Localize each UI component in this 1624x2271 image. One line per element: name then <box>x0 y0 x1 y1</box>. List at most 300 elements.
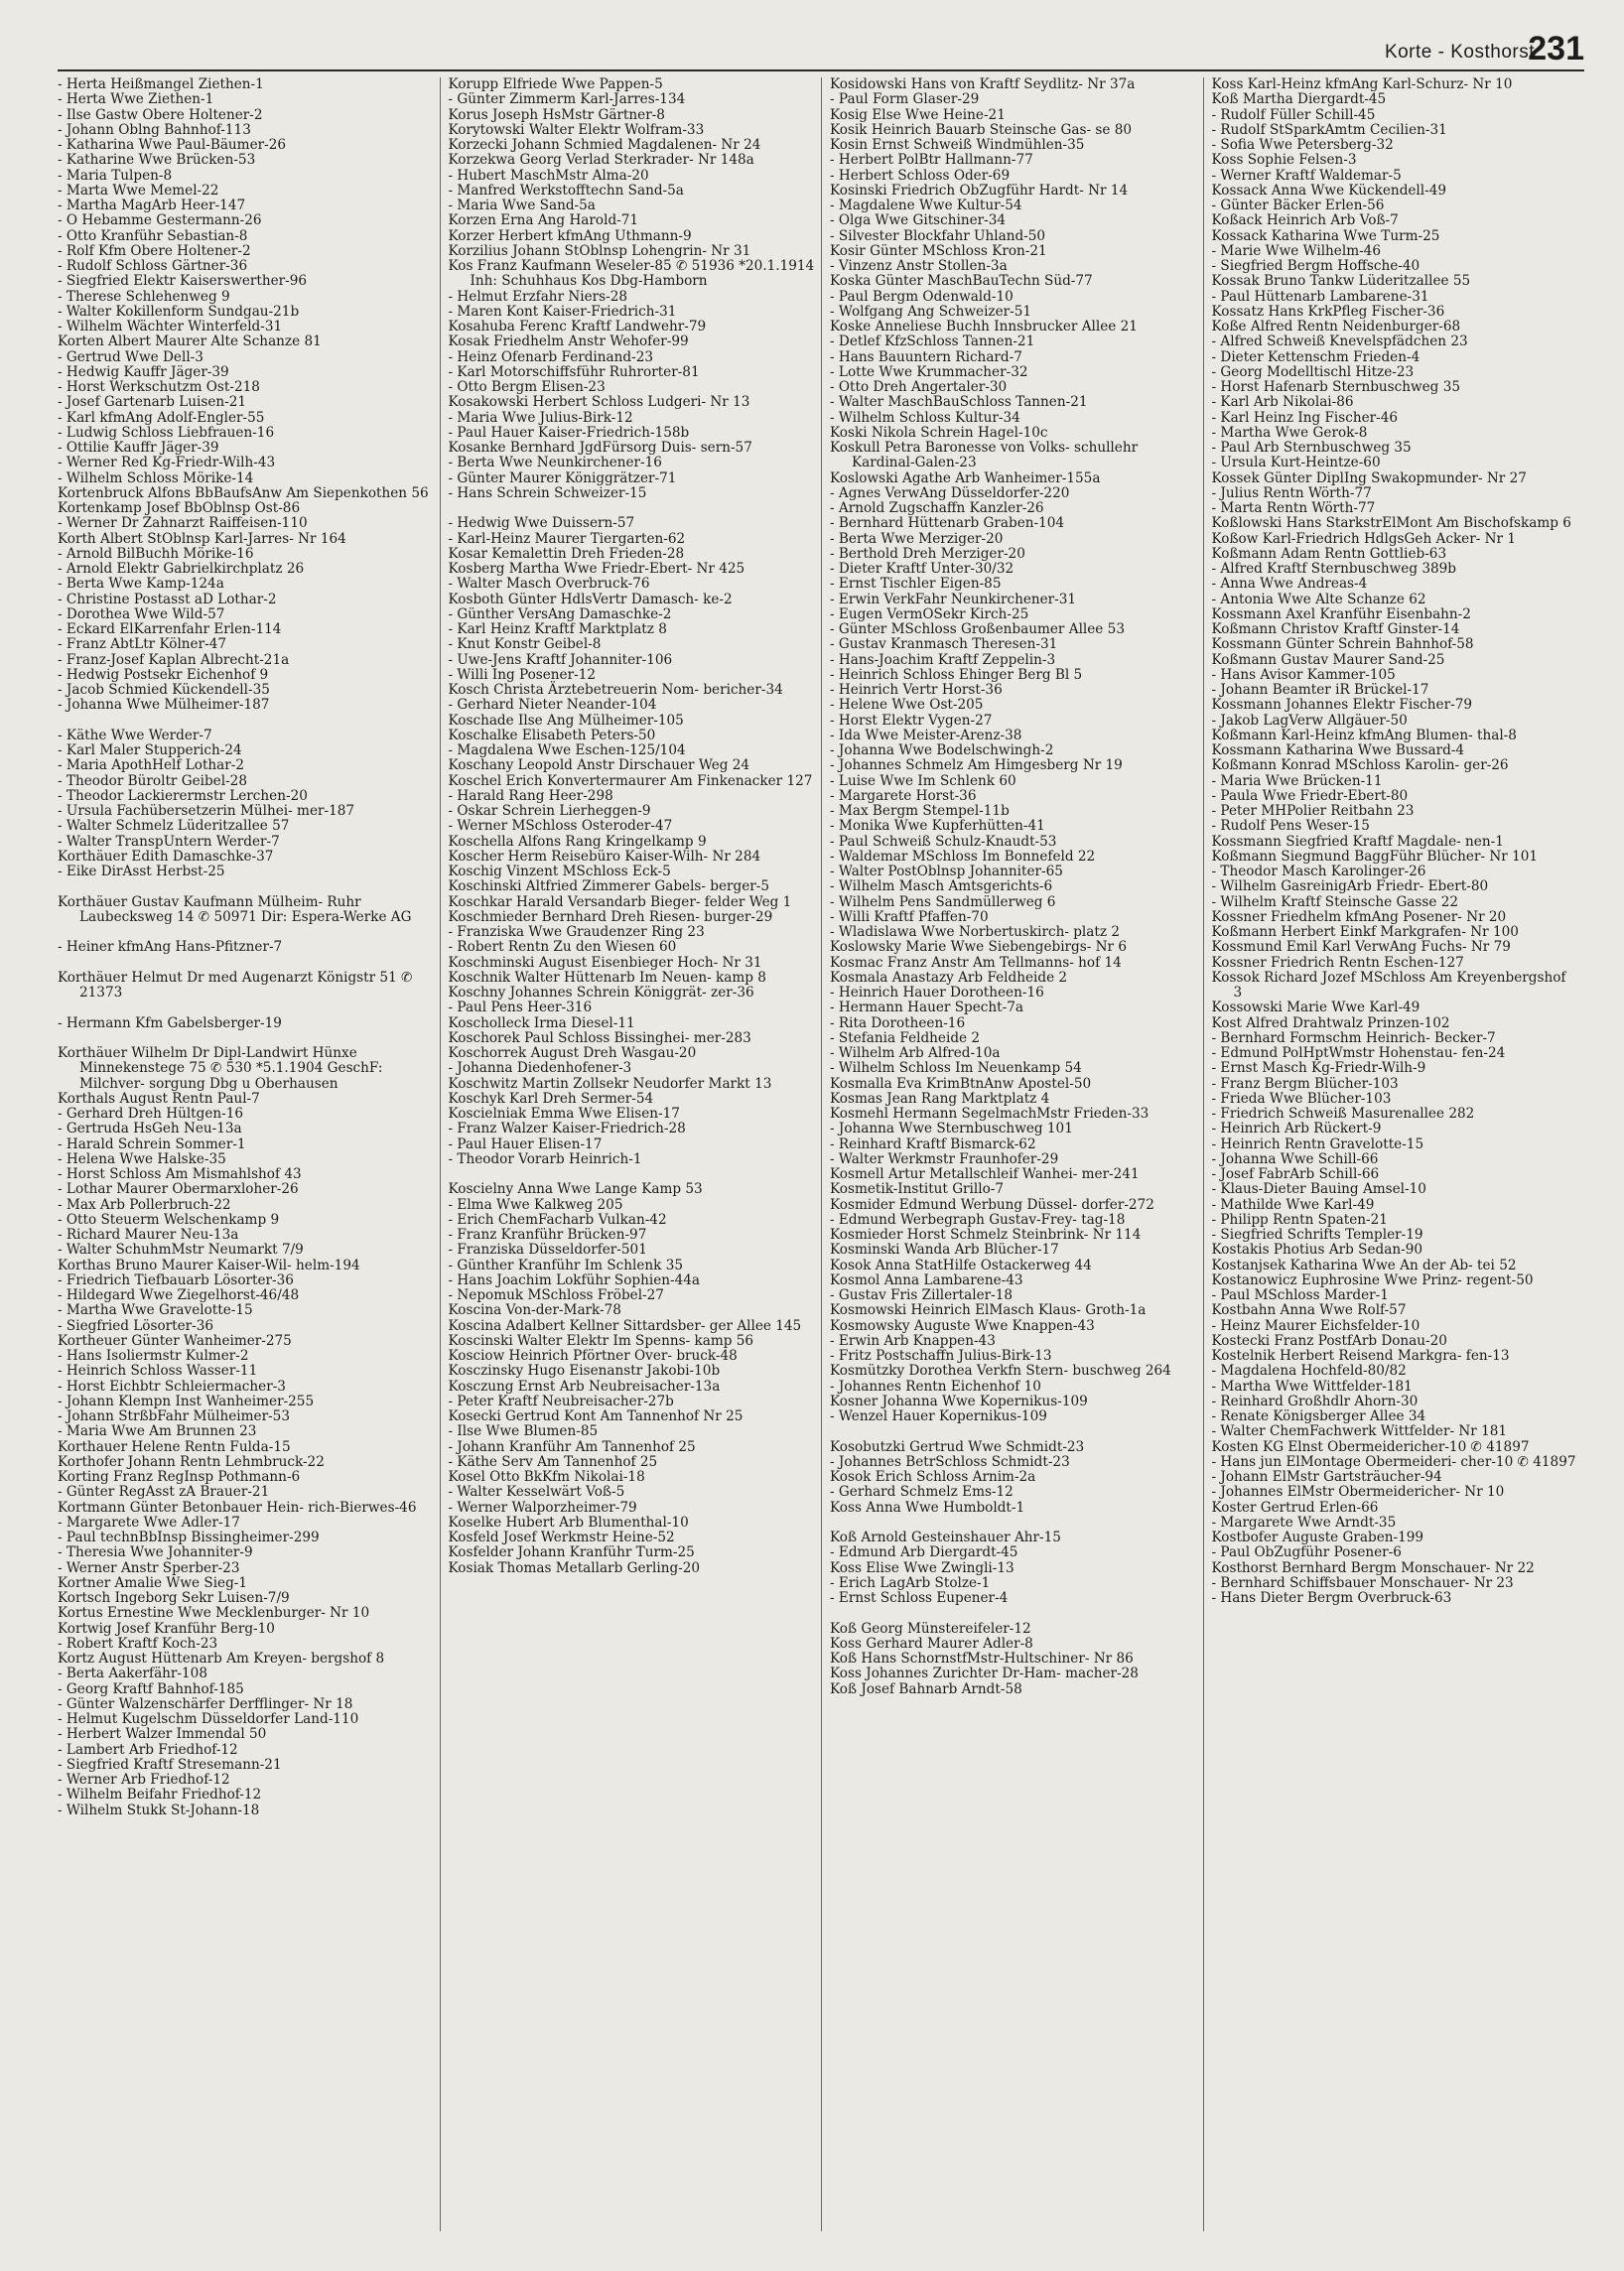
directory-entry: Kosminski Wanda Arb Blücher-17 <box>830 1242 1059 1259</box>
directory-entry: - Heinrich Hauer Dorotheen-16 <box>830 985 1044 1001</box>
directory-entry: - Max Arb Pollerbruch-22 <box>58 1196 231 1213</box>
directory-entry: - Franz Bergm Blücher-103 <box>1211 1075 1399 1092</box>
directory-entry: - Siegfried Schrifts Templer-19 <box>1211 1227 1423 1243</box>
directory-entry: Kosmider Edmund Werbung Düssel- dorfer-272 <box>830 1196 1154 1213</box>
directory-entry: - Richard Maurer Neu-13a <box>58 1227 239 1243</box>
directory-entry: Korthäuer Wilhelm Dr Dipl-Landwirt Hünxe Minnekenstege 75 ✆ 530 *5.1.1904 GeschF: Milchver- sorgung Dbg u Oberhausen <box>58 1045 383 1092</box>
directory-entry: - Rudolf StSparkAmtm Cecilien-31 <box>1211 121 1447 138</box>
directory-entry: - Ursula Kurt-Heintze-60 <box>1211 455 1381 471</box>
directory-entry: Koschany Leopold Anstr Dirschauer Weg 24 <box>448 757 750 774</box>
directory-entry: - Gustav Fris Zillertaler-18 <box>830 1287 1014 1303</box>
directory-entry: - Karl kfmAng Adolf-Engler-55 <box>58 409 265 426</box>
directory-entry: Koscher Herm Reisebüro Kaiser-Wilh- Nr 284 <box>448 848 761 865</box>
directory-entry: - Johanna Wwe Mülheimer-187 <box>58 697 270 714</box>
directory-entry: - Johann Kranführ Am Tannenhof 25 <box>448 1438 696 1455</box>
directory-entry: Koschminski August Eisenbieger Hoch- Nr 31 <box>448 954 762 971</box>
directory-entry: - Karl Heinz Ing Fischer-46 <box>1211 409 1399 426</box>
directory-entry: Kostbofer Auguste Graben-199 <box>1211 1530 1424 1545</box>
directory-entry: Kossatz Hans KrkPfleg Fischer-36 <box>1211 303 1445 320</box>
directory-entry: - Dieter Kraftf Unter-30/32 <box>830 561 1015 577</box>
directory-entry: - Olga Wwe Gitschiner-34 <box>830 212 1007 229</box>
directory-entry: - Gerhard Nieter Neander-104 <box>448 697 657 714</box>
directory-entry: - Fritz Postschaffn Julius-Birk-13 <box>830 1348 1052 1364</box>
directory-entry: - Horst Hafenarb Sternbuschweg 35 <box>1211 379 1461 395</box>
directory-entry: Kosig Else Wwe Heine-21 <box>830 106 1006 123</box>
directory-entry: - Theodor Büroltr Geibel-28 <box>58 772 247 789</box>
directory-entry: - Georg Kraftf Bahnhof-185 <box>58 1680 244 1697</box>
directory-entry: - Erich LagArb Stolze-1 <box>830 1574 991 1591</box>
directory-entry: - Johannes ElMstr Obermeidericher- Nr 10 <box>1211 1484 1505 1501</box>
directory-entry: - Walter Kokillenform Sundgau-21b <box>58 303 300 320</box>
directory-entry: - Anna Wwe Andreas-4 <box>1211 576 1368 593</box>
directory-entry: - Hermann Kfm Gabelsberger-19 <box>58 1014 282 1031</box>
directory-entry: Kortmann Günter Betonbauer Hein- rich-Bierwes-46 <box>58 1499 417 1516</box>
directory-entry: - Otto Steuerm Welschenkamp 9 <box>58 1211 280 1228</box>
directory-entry: Kosboth Günter HdlsVertr Damasch- ke-2 <box>448 591 733 607</box>
directory-entry: - Magdalena Hochfeld-80/82 <box>1211 1363 1407 1380</box>
directory-entry: Kostecki Franz PostfArb Donau-20 <box>1211 1332 1447 1349</box>
directory-entry: Koß Josef Bahnarb Arndt-58 <box>830 1680 1022 1697</box>
directory-entry <box>58 714 434 729</box>
directory-entry: Kosmieder Horst Schmelz Steinbrink- Nr 114 <box>830 1227 1142 1243</box>
directory-entry: Koschella Alfons Rang Kringelkamp 9 <box>448 833 707 850</box>
directory-entry: - Rudolf Pens Weser-15 <box>1211 818 1370 835</box>
directory-entry: Kossmann Günter Schrein Bahnhof-58 <box>1211 636 1474 653</box>
directory-entry: Korthofer Johann Rentn Lehmbruck-22 <box>58 1453 325 1470</box>
directory-entry: Kossmann Johannes Elektr Fischer-79 <box>1211 697 1472 714</box>
directory-entry: Koschnik Walter Hüttenarb Im Neuen- kamp 8 <box>448 969 766 986</box>
directory-entry: Korthäuer Helmut Dr med Augenarzt Königstr 51 ✆ 21373 <box>58 969 413 1001</box>
directory-entry: Koscielniak Emma Wwe Elisen-17 <box>448 1106 680 1122</box>
directory-entry: - Herta Heißmangel Ziethen-1 <box>58 77 264 92</box>
directory-entry: - Heinz Maurer Eichsfelder-10 <box>1211 1317 1421 1334</box>
directory-entry: - Hans Avisor Kammer-105 <box>1211 666 1396 683</box>
directory-entry: Korytowski Walter Elektr Wolfram-33 <box>448 121 705 138</box>
directory-entry: Kosmas Jean Rang Marktplatz 4 <box>830 1090 1050 1107</box>
running-head-title: Korte - Kosthorst <box>1384 42 1535 63</box>
directory-entry: Kosfeld Josef Werkmstr Heine-52 <box>448 1530 675 1545</box>
directory-entry: - Renate Königsberger Allee 34 <box>1211 1408 1426 1424</box>
directory-entry: - Walter SchuhmMstr Neumarkt 7/9 <box>58 1242 304 1259</box>
directory-entry: - Franz Walzer Kaiser-Friedrich-28 <box>448 1121 686 1137</box>
directory-entry: Kortner Amalie Wwe Sieg-1 <box>58 1574 248 1591</box>
directory-entry: - Wilhelm Schloss Mörike-14 <box>58 469 254 486</box>
directory-entry: Kosmala Anastazy Arb Feldheide 2 <box>830 969 1068 986</box>
directory-entry: - Magdalene Wwe Kultur-54 <box>830 198 1022 213</box>
directory-entry: - Wladislawa Wwe Norbertuskirch- platz 2 <box>830 924 1120 940</box>
directory-entry: - Walter Kesselwärt Voß-5 <box>448 1484 625 1501</box>
directory-entry: - Wilhelm Kraftf Steinsche Gasse 22 <box>1211 893 1459 910</box>
directory-entry: - Ilse Wwe Blumen-85 <box>448 1423 599 1440</box>
directory-entry: - Manfred Werkstofftechn Sand-5a <box>448 182 684 199</box>
directory-entry: Koster Gertrud Erlen-66 <box>1211 1499 1379 1516</box>
directory-entry: - Maria Wwe Brücken-11 <box>1211 772 1383 789</box>
directory-entry: Koschkar Harald Versandarb Bieger- felder Weg 1 <box>448 893 792 910</box>
directory-entry <box>58 956 434 971</box>
directory-entry: Koss Anna Wwe Humboldt-1 <box>830 1499 1025 1516</box>
directory-entry: - Wilhelm Masch Amtsgerichts-6 <box>830 878 1053 895</box>
directory-entry: - Rudolf Füller Schill-45 <box>1211 106 1376 123</box>
directory-entry: - Margarete Wwe Adler-17 <box>58 1514 240 1531</box>
directory-entry: - Berta Wwe Neunkirchener-16 <box>448 455 662 471</box>
directory-entry: - Käthe Serv Am Tannenhof 25 <box>448 1453 658 1470</box>
directory-entry: - Günter Zimmerm Karl-Jarres-134 <box>448 91 686 108</box>
directory-entry: - Erich ChemFacharb Vulkan-42 <box>448 1211 667 1228</box>
directory-entry: - Hildegard Wwe Ziegelhorst-46/48 <box>58 1287 300 1303</box>
directory-entry: - Bernhard Formschm Heinrich- Becker-7 <box>1211 1029 1496 1046</box>
directory-entry: - Detlef KfzSchloss Tannen-21 <box>830 334 1035 350</box>
directory-entry: - Maria Tulpen-8 <box>58 167 173 184</box>
directory-entry: - Paul Bergm Odenwald-10 <box>830 288 1014 305</box>
directory-entry: Kossek Günter DiplIng Swakopmunder- Nr 27 <box>1211 469 1527 486</box>
directory-entry: - Herbert PolBtr Hallmann-77 <box>830 152 1033 169</box>
directory-entry: - Hedwig Wwe Duissern-57 <box>448 515 635 532</box>
directory-entry: - Lambert Arb Friedhof-12 <box>58 1741 238 1758</box>
directory-columns <box>58 77 1584 2231</box>
directory-entry: - Uwe-Jens Kraftf Johanniter-106 <box>448 651 673 668</box>
directory-entry: - Friedrich Tiefbauarb Lösorter-36 <box>58 1271 294 1288</box>
directory-entry: - Gustav Kranmasch Theresen-31 <box>830 636 1058 653</box>
directory-entry: - Horst Eichbtr Schleiermacher-3 <box>58 1378 286 1395</box>
directory-entry: - Günter Maurer Königgrätzer-71 <box>448 469 677 486</box>
directory-entry <box>58 1001 434 1015</box>
directory-entry: Kosmetik-Institut Grillo-7 <box>830 1181 1005 1198</box>
directory-entry: - Walter Masch Overbruck-76 <box>448 576 650 593</box>
directory-entry: - Walter ChemFachwerk Wittfelder- Nr 181 <box>1211 1423 1508 1440</box>
directory-entry: Kosmowski Heinrich ElMasch Klaus- Groth-1a <box>830 1302 1147 1319</box>
directory-entry: - Edmund Werbegraph Gustav-Frey- tag-18 <box>830 1211 1126 1228</box>
directory-entry: - Max Bergm Stempel-11b <box>830 803 1010 819</box>
directory-entry: - Paul Hauer Elisen-17 <box>448 1136 603 1152</box>
directory-entry: - Rolf Kfm Obere Holtener-2 <box>58 242 251 259</box>
directory-entry: - Waldemar MSchloss Im Bonnefeld 22 <box>830 848 1096 865</box>
directory-entry: - Heinrich Rentn Gravelotte-15 <box>1211 1136 1424 1152</box>
directory-entry <box>449 501 816 516</box>
directory-entry: - Frieda Wwe Blücher-103 <box>1211 1090 1392 1107</box>
directory-entry <box>830 1424 1197 1439</box>
directory-entry: - Walter Schmelz Lüderitzallee 57 <box>58 818 290 835</box>
directory-entry: - Ernst Tischler Eigen-85 <box>830 576 1002 593</box>
directory-entry: - Margarete Wwe Arndt-35 <box>1211 1514 1397 1531</box>
directory-entry: Kosok Anna StatHilfe Ostackerweg 44 <box>830 1257 1092 1273</box>
directory-entry: Kosczung Ernst Arb Neubreisacher-13a <box>448 1378 721 1395</box>
directory-entry: - Hans-Joachim Kraftf Zeppelin-3 <box>830 651 1056 668</box>
directory-entry: - Helena Wwe Halske-35 <box>58 1150 226 1167</box>
directory-entry: - Hans Schrein Schweizer-15 <box>448 484 647 501</box>
directory-entry: - Stefania Feldheide 2 <box>830 1029 981 1046</box>
directory-entry: - Johann Oblng Bahnhof-113 <box>58 121 251 138</box>
directory-entry: - Hedwig Kauffr Jäger-39 <box>58 363 229 380</box>
directory-entry <box>830 1516 1197 1531</box>
directory-entry: - Maria Wwe Julius-Birk-12 <box>448 409 633 426</box>
directory-entry: - Johann Beamter iR Brückel-17 <box>1211 682 1429 698</box>
directory-entry: Kost Alfred Drahtwalz Prinzen-102 <box>1211 1014 1450 1031</box>
directory-entry: - Bernhard Schiffsbauer Monschauer- Nr 23 <box>1211 1574 1514 1591</box>
directory-entry: - Gerhard Dreh Hültgen-16 <box>58 1106 244 1122</box>
directory-entry: - Johanna Wwe Bodelschwingh-2 <box>830 742 1054 758</box>
directory-entry: - Karl Heinz Kraftf Marktplatz 8 <box>448 621 667 637</box>
directory-entry: Korthäuer Gustav Kaufmann Mülheim- Ruhr Laubecksweg 14 ✆ 50971 Dir: Espera-Werke AG <box>58 893 412 925</box>
directory-entry: - Julius Rentn Wörth-77 <box>1211 484 1372 501</box>
directory-entry: - Paul Schweiß Schulz-Knaudt-53 <box>830 833 1057 850</box>
directory-entry: Kostanjsek Katharina Wwe An der Ab- tei 52 <box>1211 1257 1517 1273</box>
directory-entry: Kosmalla Eva KrimBtnAnw Apostel-50 <box>830 1075 1092 1092</box>
directory-entry <box>58 925 434 940</box>
directory-entry: - Wilhelm Beifahr Friedhof-12 <box>58 1787 262 1803</box>
column-4 <box>1203 77 1585 2231</box>
directory-entry <box>58 879 434 894</box>
directory-entry: Kosinski Friedrich ObZugführ Hardt- Nr 14 <box>830 182 1129 199</box>
directory-entry: - Horst Schloss Am Mismahlshof 43 <box>58 1166 302 1182</box>
directory-entry: - Heiner kfmAng Hans-Pfitzner-7 <box>58 939 283 956</box>
directory-entry: - Hermann Hauer Specht-7a <box>830 1000 1023 1016</box>
directory-entry: - Werner MSchloss Osteroder-47 <box>448 818 673 835</box>
directory-entry: Kortus Ernestine Wwe Mecklenburger- Nr 10 <box>58 1605 370 1622</box>
directory-entry: - Paul Pens Heer-316 <box>448 1000 593 1016</box>
directory-entry: Koßmann Gustav Maurer Sand-25 <box>1211 651 1445 668</box>
directory-entry <box>449 1167 816 1182</box>
directory-entry: Koss Elise Wwe Zwingli-13 <box>830 1559 1015 1576</box>
directory-entry: - Lotte Wwe Krummacher-32 <box>830 363 1028 380</box>
directory-entry: - Magdalena Wwe Eschen-125/104 <box>448 742 686 758</box>
directory-entry: - Berta Aakerfähr-108 <box>58 1666 207 1682</box>
directory-entry: Kosir Günter MSchloss Kron-21 <box>830 242 1047 259</box>
directory-entry: Kossack Katharina Wwe Turm-25 <box>1211 227 1440 244</box>
directory-entry: Koss Sophie Felsen-3 <box>1211 152 1357 169</box>
directory-entry: - Agnes VerwAng Düsseldorfer-220 <box>830 484 1070 501</box>
directory-entry: Koselke Hubert Arb Blumenthal-10 <box>448 1514 689 1531</box>
directory-entry: Kosberg Martha Wwe Friedr-Ebert- Nr 425 <box>448 561 745 577</box>
directory-entry: - Knut Konstr Geibel-8 <box>448 636 602 653</box>
directory-entry: - Siegfried Lösorter-36 <box>58 1317 214 1334</box>
directory-entry: Kosakowski Herbert Schloss Ludgeri- Nr 13 <box>448 394 750 411</box>
directory-entry: Koschorrek August Dreh Wasgau-20 <box>448 1045 697 1061</box>
directory-entry: - Gertrud Wwe Dell-3 <box>58 348 203 365</box>
directory-entry: Kosmützky Dorothea Verkfn Stern- buschweg 264 <box>830 1363 1171 1380</box>
directory-entry: - Christine Postasst aD Lothar-2 <box>58 591 277 607</box>
directory-entry: - Paul ObZugführ Posener-6 <box>1211 1544 1402 1561</box>
directory-entry: - Theresia Wwe Johanniter-9 <box>58 1544 253 1561</box>
directory-entry: Kosar Kemalettin Dreh Frieden-28 <box>448 545 685 562</box>
directory-entry: Korupp Elfriede Wwe Pappen-5 <box>448 77 663 92</box>
directory-entry: - Erwin VerkFahr Neunkirchener-31 <box>830 591 1077 607</box>
directory-entry: - Helmut Erzfahr Niers-28 <box>448 288 628 305</box>
directory-entry: Kosmehl Hermann SegelmachMstr Frieden-33 <box>830 1106 1150 1122</box>
directory-entry: - Walter Werkmstr Fraunhofer-29 <box>830 1150 1059 1167</box>
directory-entry: - Katharina Wwe Paul-Bäumer-26 <box>58 137 287 153</box>
directory-entry: Kostelnik Herbert Reisend Markgra- fen-13 <box>1211 1348 1510 1364</box>
directory-entry: - Johann ElMstr Gartsträucher-94 <box>1211 1469 1442 1485</box>
directory-entry: - Johann Klempn Inst Wanheimer-255 <box>58 1393 315 1409</box>
directory-entry: - Otto Kranführ Sebastian-8 <box>58 227 248 244</box>
directory-entry: - Paul Arb Sternbuschweg 35 <box>1211 440 1412 456</box>
directory-entry: - Herta Wwe Ziethen-1 <box>58 91 214 108</box>
directory-entry: Koßow Karl-Friedrich HdlgsGeh Acker- Nr 1 <box>1211 530 1517 547</box>
directory-entry: - Martha Wwe Gravelotte-15 <box>58 1302 253 1319</box>
directory-entry: - Berta Wwe Kamp-124a <box>58 576 224 593</box>
directory-entry: Koschel Erich Konvertermaurer Am Finkenacker 127 <box>448 772 813 789</box>
directory-entry: Kostanowicz Euphrosine Wwe Prinz- regent-50 <box>1211 1271 1534 1288</box>
directory-entry: - Siegfried Kraftf Stresemann-21 <box>58 1756 282 1773</box>
directory-entry: - Franziska Wwe Graudenzer Ring 23 <box>448 924 705 940</box>
directory-entry: - Karl Maler Stupperich-24 <box>58 742 242 758</box>
directory-entry: - Paul MSchloss Marder-1 <box>1211 1287 1389 1303</box>
directory-entry: Koßlowski Hans StarkstrElMont Am Bischofskamp 6 <box>1211 515 1571 532</box>
directory-entry: - Peter Kraftf Neubreisacher-27b <box>448 1393 674 1409</box>
directory-entry: - Ernst Masch Kg-Friedr-Wilh-9 <box>1211 1060 1426 1077</box>
directory-entry: Kostakis Photius Arb Sedan-90 <box>1211 1242 1422 1259</box>
directory-entry: Korthauer Helene Rentn Fulda-15 <box>58 1438 291 1455</box>
directory-entry: - Jakob LagVerw Allgäuer-50 <box>1211 712 1408 729</box>
directory-entry: - Karl-Heinz Maurer Tiergarten-62 <box>448 530 686 547</box>
directory-entry: Koss Johannes Zurichter Dr-Ham- macher-28 <box>830 1666 1139 1682</box>
directory-entry: Koschny Johannes Schrein Königgrät- zer-36 <box>448 985 754 1001</box>
directory-entry: - Werner Red Kg-Friedr-Wilh-43 <box>58 455 276 471</box>
directory-entry: - Franz Kranführ Brücken-97 <box>448 1227 647 1243</box>
directory-entry: Koß Hans SchornstfMstr-Hultschiner- Nr 86 <box>830 1651 1134 1667</box>
directory-entry: - Paul Form Glaser-29 <box>830 91 980 108</box>
directory-entry: - Werner Walporzheimer-79 <box>448 1499 637 1516</box>
directory-entry: - Rita Dorotheen-16 <box>830 1014 966 1031</box>
directory-entry: Korthas Bruno Maurer Kaiser-Wil- helm-194 <box>58 1257 360 1273</box>
directory-entry: - Günther Kranführ Im Schlenk 35 <box>448 1257 684 1273</box>
directory-entry: - Eugen VermOSekr Kirch-25 <box>830 605 1029 622</box>
directory-entry: - Ida Wwe Meister-Arenz-38 <box>830 727 1022 743</box>
directory-entry <box>58 1031 434 1046</box>
directory-entry: - Edmund Arb Diergardt-45 <box>830 1544 1018 1561</box>
directory-entry: - Günter MSchloss Großenbaumer Allee 53 <box>830 621 1125 637</box>
directory-entry: - Sofia Wwe Petersberg-32 <box>1211 137 1394 153</box>
directory-entry: Kortwig Josef Kranführ Berg-10 <box>58 1620 275 1637</box>
directory-entry: Koss Gerhard Maurer Adler-8 <box>830 1635 1033 1652</box>
page-header <box>58 30 1584 71</box>
directory-entry: - Berthold Dreh Merziger-20 <box>830 545 1025 562</box>
directory-entry: Koßmann Konrad MSchloss Karolin- ger-26 <box>1211 757 1509 774</box>
directory-entry: - Franz AbtLtr Kölner-47 <box>58 636 226 653</box>
directory-entry: - Werner Kraftf Waldemar-5 <box>1211 167 1402 184</box>
directory-entry: - Ursula Fachübersetzerin Mülhei- mer-187 <box>58 803 355 819</box>
directory-entry: Koscielny Anna Wwe Lange Kamp 53 <box>448 1181 703 1198</box>
directory-entry: - Herbert Walzer Immendal 50 <box>58 1726 267 1743</box>
directory-entry: - Hans jun ElMontage Obermeideri- cher-10 ✆ 41897 <box>1211 1453 1576 1470</box>
directory-entry: Kosmowsky Auguste Wwe Knappen-43 <box>830 1317 1095 1334</box>
directory-entry: - Oskar Schrein Lierheggen-9 <box>448 803 651 819</box>
directory-entry: - Karl Motorschiffsführ Ruhrorter-81 <box>448 363 700 380</box>
directory-entry: Koßmann Adam Rentn Gottlieb-63 <box>1211 545 1447 562</box>
directory-entry: Kostbahn Anna Wwe Rolf-57 <box>1211 1302 1407 1319</box>
directory-entry: - Herbert Schloss Oder-69 <box>830 167 1011 184</box>
directory-entry: - Hubert MaschMstr Alma-20 <box>448 167 649 184</box>
directory-entry: Koß Martha Diergardt-45 <box>1211 91 1387 108</box>
directory-entry: Koßmann Siegmund BaggFühr Blücher- Nr 101 <box>1211 848 1539 865</box>
directory-entry: - Rudolf Schloss Gärtner-36 <box>58 258 248 274</box>
directory-entry: - Helmut Kugelschm Düsseldorfer Land-110 <box>58 1711 359 1727</box>
directory-entry: - Wolfgang Ang Schweizer-51 <box>830 303 1032 320</box>
directory-entry: - Horst Werkschutzm Ost-218 <box>58 379 260 395</box>
directory-entry: - Reinhard Kraftf Bismarck-62 <box>830 1136 1036 1152</box>
directory-entry: - Johanna Wwe Sternbuschweg 101 <box>830 1121 1073 1137</box>
directory-entry: - Dieter Kettenschm Frieden-4 <box>1211 348 1421 365</box>
directory-entry: Korzen Erna Ang Harold-71 <box>448 212 639 229</box>
directory-entry: - Wilhelm Schloss Kultur-34 <box>830 409 1020 426</box>
directory-entry: Kossmund Emil Karl VerwAng Fuchs- Nr 79 <box>1211 939 1511 956</box>
directory-entry: Koslowski Agathe Arb Wanheimer-155a <box>830 469 1101 486</box>
directory-entry: - Maren Kont Kaiser-Friedrich-31 <box>448 303 677 320</box>
directory-entry: Kosfelder Johann Kranführ Turm-25 <box>448 1544 695 1561</box>
directory-entry: - Antonia Wwe Alte Schanze 62 <box>1211 591 1426 607</box>
directory-entry: - Nepomuk MSchloss Fröbel-27 <box>448 1287 664 1303</box>
directory-entry: - Harald Rang Heer-298 <box>448 787 613 804</box>
directory-entry: Korten Albert Maurer Alte Schanze 81 <box>58 334 322 350</box>
directory-entry: - Walter TranspUntern Werder-7 <box>58 833 280 850</box>
directory-entry: - Friedrich Schweiß Masurenallee 282 <box>1211 1106 1475 1122</box>
directory-entry: - Alfred Schweiß Knevelspfädchen 23 <box>1211 334 1468 350</box>
directory-entry: Koschinski Altfried Zimmerer Gabels- berger-5 <box>448 878 770 895</box>
directory-entry: - Ilse Gastw Obere Holtener-2 <box>58 106 263 123</box>
directory-entry: Koßmann Christov Kraftf Ginster-14 <box>1211 621 1460 637</box>
directory-entry: Korzekwa Georg Verlad Sterkrader- Nr 148a <box>448 152 754 169</box>
directory-entry: Koscina Adalbert Kellner Sittardsber- ger Allee 145 <box>448 1317 802 1334</box>
directory-entry: Kossak Bruno Tankw Lüderitzallee 55 <box>1211 273 1471 290</box>
directory-entry: Kossner Friedrich Rentn Eschen-127 <box>1211 954 1464 971</box>
directory-entry: Kosecki Gertrud Kont Am Tannenhof Nr 25 <box>448 1408 744 1424</box>
directory-entry: - Hans Isoliermstr Kulmer-2 <box>58 1348 249 1364</box>
directory-entry: Kosak Friedhelm Anstr Wehofer-99 <box>448 334 689 350</box>
directory-entry: - Gertruda HsGeh Neu-13a <box>58 1121 242 1137</box>
column-3 <box>821 77 1203 2231</box>
directory-entry: - Georg Modelltischl Hitze-23 <box>1211 363 1415 380</box>
directory-entry: - Katharine Wwe Brücken-53 <box>58 152 256 169</box>
directory-entry: - O Hebamme Gestermann-26 <box>58 212 262 229</box>
directory-entry: - Wilhelm Arb Alfred-10a <box>830 1045 1001 1061</box>
directory-entry: - Dorothea Wwe Wild-57 <box>58 605 225 622</box>
directory-entry: Koscholleck Irma Diesel-11 <box>448 1014 635 1031</box>
directory-entry: - Bernhard Hüttenarb Graben-104 <box>830 515 1065 532</box>
directory-entry: - Ottilie Kauffr Jäger-39 <box>58 440 219 456</box>
directory-entry: - Martha Wwe Gerok-8 <box>1211 424 1368 441</box>
directory-entry: Koschalke Elisabeth Peters-50 <box>448 727 656 743</box>
directory-entry: Korth Albert StOblnsp Karl-Jarres- Nr 164 <box>58 530 346 547</box>
directory-entry: Koss Karl-Heinz kfmAng Karl-Schurz- Nr 10 <box>1211 77 1513 92</box>
directory-entry: - Karl Arb Nikolai-86 <box>1211 394 1354 411</box>
directory-entry: Korthals August Rentn Paul-7 <box>58 1090 260 1107</box>
directory-entry: Kossmann Siegfried Kraftf Magdale- nen-1 <box>1211 833 1504 850</box>
directory-entry: - Wilhelm Wächter Winterfeld-31 <box>58 319 283 334</box>
directory-entry: - Edmund PolHptWmstr Hohenstau- fen-24 <box>1211 1045 1506 1061</box>
directory-entry: - Wilhelm Pens Sandmüllerweg 6 <box>830 893 1056 910</box>
directory-entry: - Wilhelm GasreinigArb Friedr- Ebert-80 <box>1211 878 1489 895</box>
directory-entry: Korting Franz RegInsp Pothmann-6 <box>58 1469 301 1485</box>
directory-entry: Kos Franz Kaufmann Weseler-85 ✆ 51936 *20.1.1914 Inh: Schuhhaus Kos Dbg-Hamborn <box>448 258 815 290</box>
directory-entry: - Werner Arb Friedhof-12 <box>58 1772 230 1788</box>
directory-entry: - Heinrich Arb Rückert-9 <box>1211 1121 1382 1137</box>
directory-entry: - Hedwig Postsekr Eichenhof 9 <box>58 666 269 683</box>
directory-entry: - Maria Wwe Sand-5a <box>448 198 596 213</box>
directory-entry: - Hans Dieter Bergm Overbruck-63 <box>1211 1590 1452 1606</box>
directory-entry: - Ludwig Schloss Liebfrauen-16 <box>58 424 275 441</box>
directory-entry: - Theodor Masch Karolinger-26 <box>1211 864 1426 879</box>
directory-entry: Kosciow Heinrich Pförtner Over- bruck-48 <box>448 1348 738 1364</box>
directory-entry: - Eckard ElKarrenfahr Erlen-114 <box>58 621 282 637</box>
directory-entry: Koschmieder Bernhard Dreh Riesen- burger-29 <box>448 908 773 925</box>
directory-entry: Koßmann Karl-Heinz kfmAng Blumen- thal-8 <box>1211 727 1517 743</box>
directory-entry: - Mathilde Wwe Karl-49 <box>1211 1196 1375 1213</box>
directory-entry: Kossmann Axel Kranführ Eisenbahn-2 <box>1211 605 1471 622</box>
directory-entry: - Maria Wwe Am Brunnen 23 <box>58 1423 257 1440</box>
directory-entry: - Johann StrßbFahr Mülheimer-53 <box>58 1408 290 1424</box>
directory-entry: Korthäuer Edith Damaschke-37 <box>58 848 274 865</box>
directory-entry: - Werner Anstr Sperber-23 <box>58 1559 240 1576</box>
